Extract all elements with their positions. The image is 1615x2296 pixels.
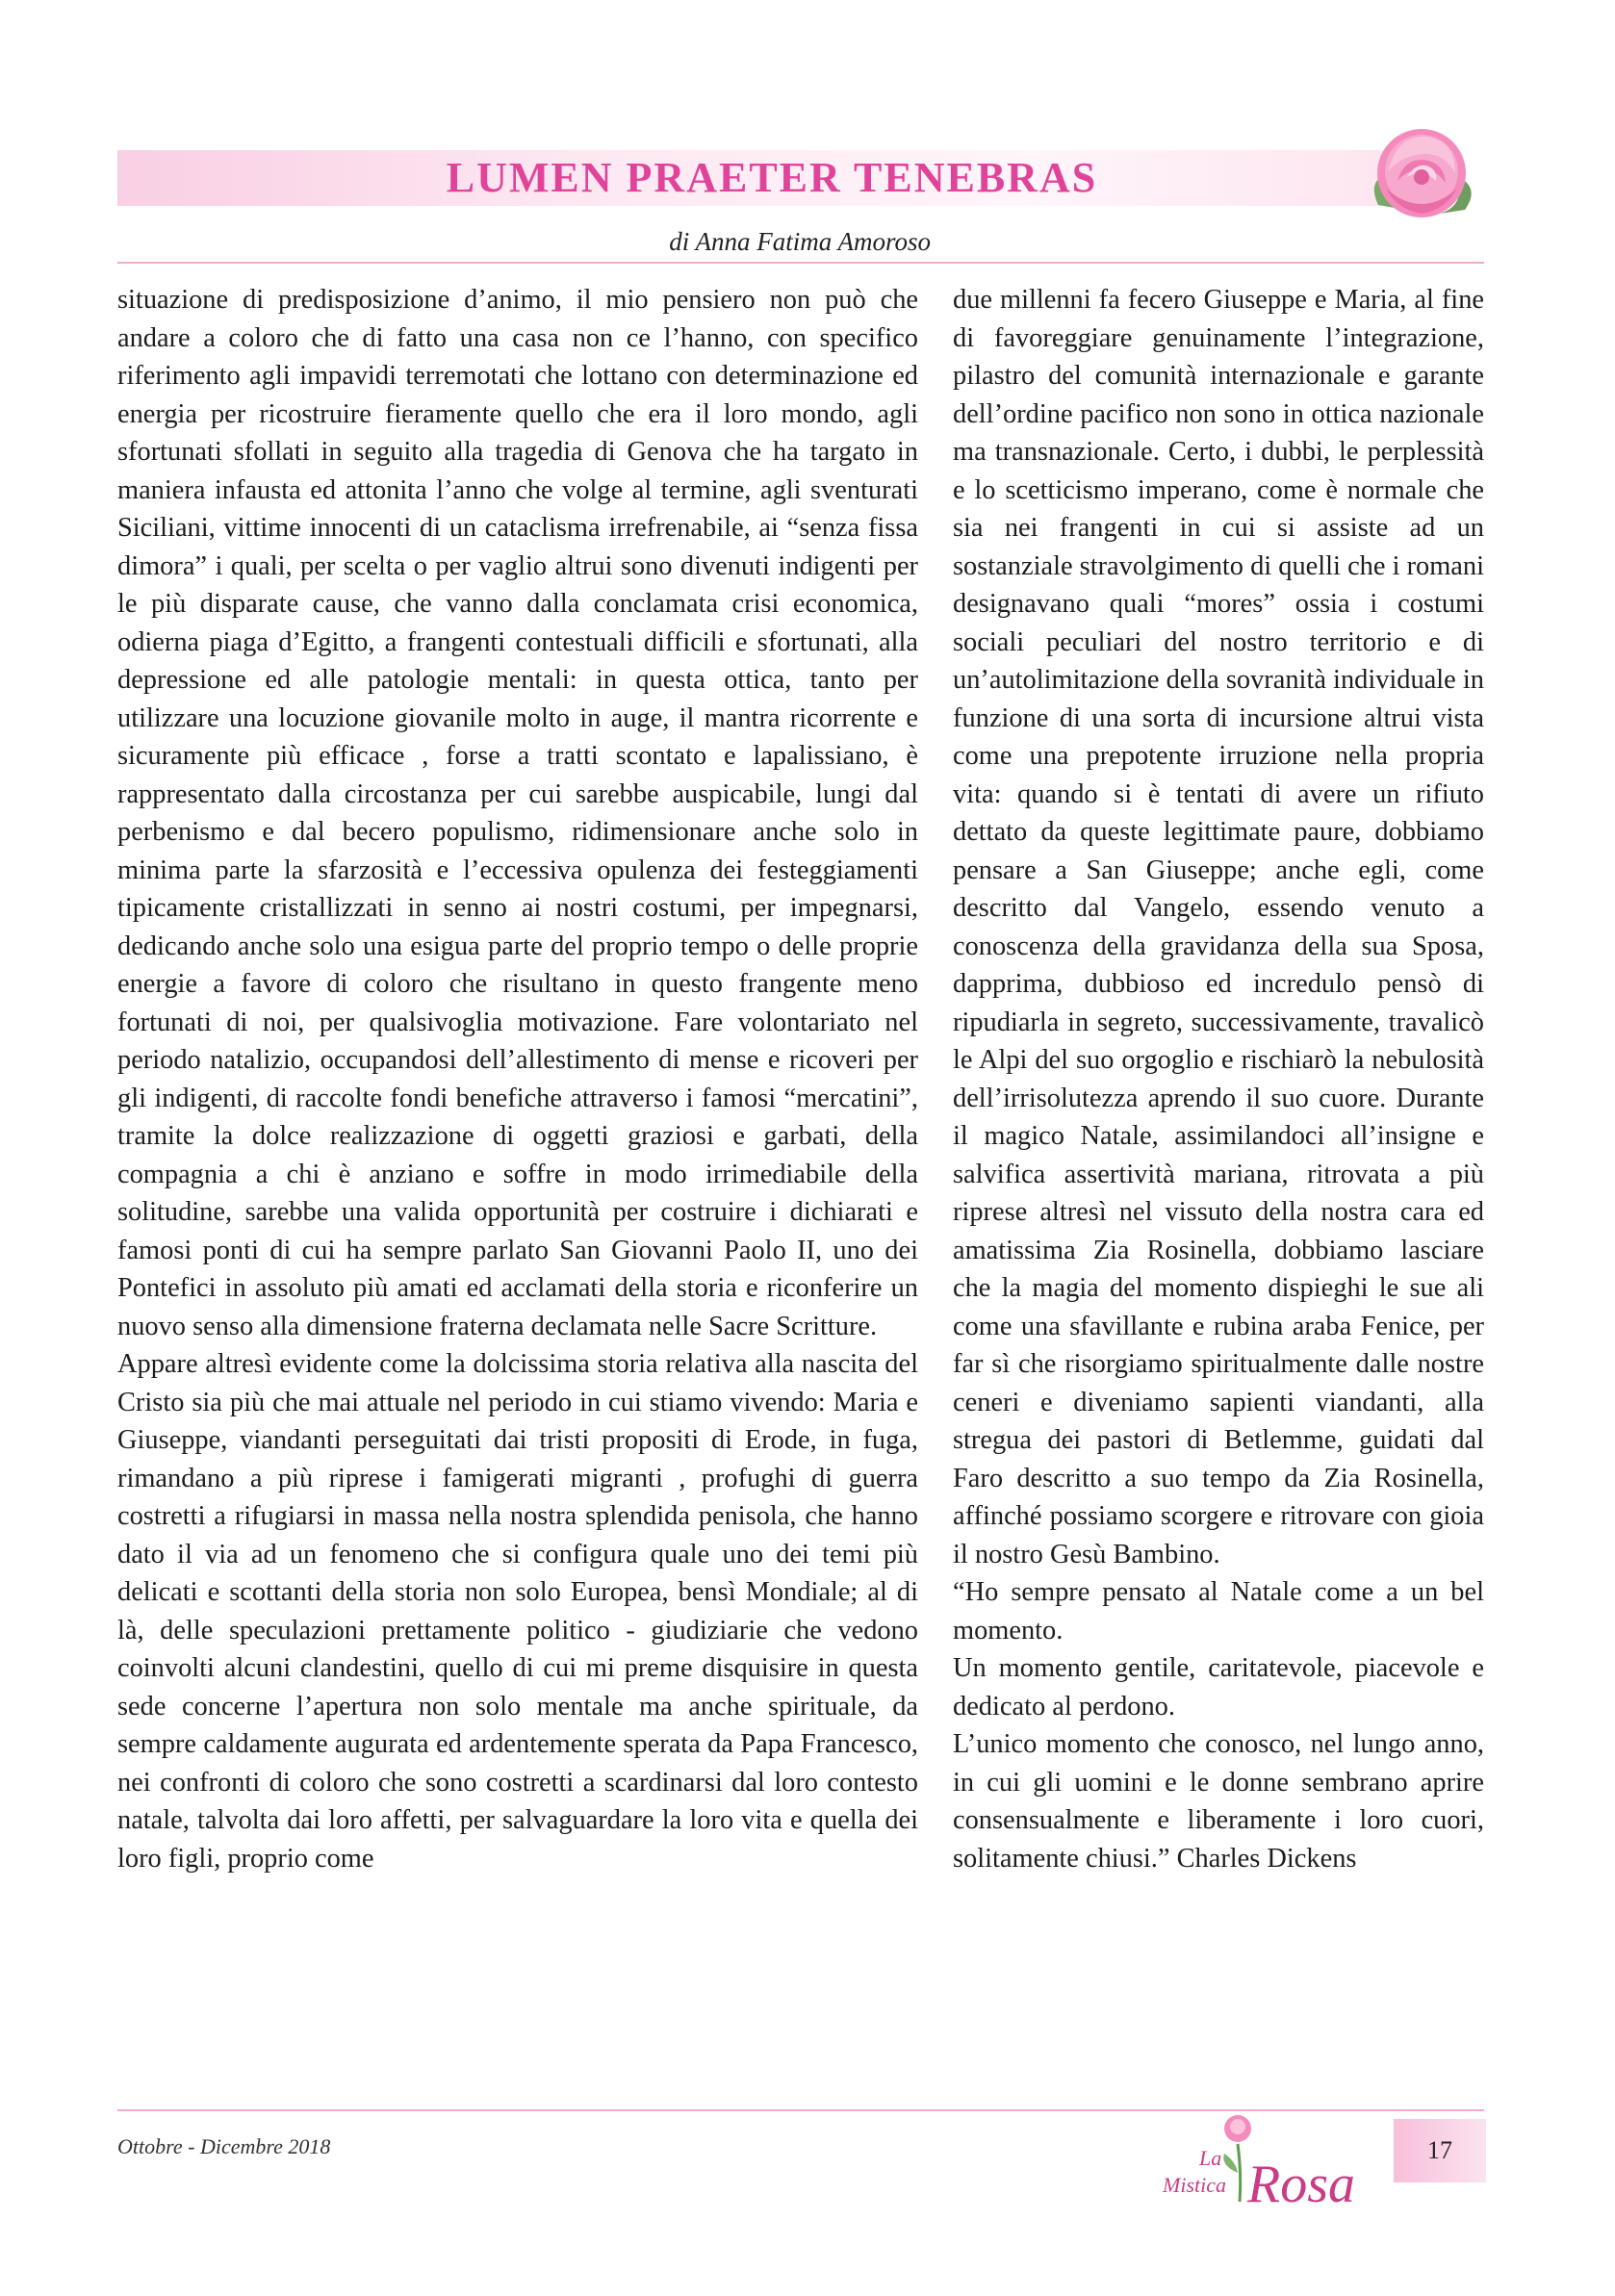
magazine-logo bbox=[1124, 2105, 1394, 2211]
article-author: di Anna Fatima Amoroso bbox=[669, 227, 931, 256]
quote-paragraph: “Ho sempre pensato al Natale come a un bel momento. bbox=[953, 1577, 1484, 1645]
logo-text-rosa: Rosa bbox=[1247, 2155, 1355, 2211]
quote-paragraph: L’unico momento che conosco, nel lungo anno, in cui gli uomini e le donne sembrano aprire consensualmente e liberamente i loro cuori, solitamente chiusi.” Charles Dickens bbox=[953, 1729, 1484, 1874]
logo-text-la: La bbox=[1199, 2146, 1222, 2170]
paragraph: situazione di predisposizione d’animo, il mio pensiero non può che andare a coloro che di fatto una casa non ce l’hanno, con specifico riferimento agli impavidi terremotati che lottano con determinazione ed energia per ricostruire fieramente quello che era il loro mondo, agli sfortunati sfollati in seguito alla tragedia di Genova che ha targato in maniera infausta ed attonita l’anno che volge al termine, agli sventurati Siciliani, vittime innocenti di un cataclisma irrefrenabile, ai “senza fissa dimora” i quali, per scelta o per vaglio altrui sono divenuti indigenti per le più disparate cause, che vanno dalla conclamata crisi economica, odierna piaga d’Egitto, a frangenti contestuali difficili e sfortunati, alla depressione ed alle patologie mentali: in questa ottica, tanto per utilizzare una locuzione giovanile molto in auge, il mantra ricorrente e sicuramente più efficace , forse a tratti scontato e lapalissiano, è rappresentato dalla circostanza per cui sarebbe auspicabile, lungi dal perbenismo e dal becero populismo, ridimensionare anche solo in minima parte la sfarzosità e l’eccessiva opulenza dei festeggiamenti tipicamente cristallizzati in senno ai nostri costumi, per impegnarsi, dedicando anche solo una esigua parte del proprio tempo o delle proprie energie a favore di coloro che risultano in questo frangente meno fortunati di noi, per qualsivoglia motivazione. Fare volontariato nel periodo natalizio, occupandosi dell’allestimento di mense e ricoveri per gli indigenti, di raccolte fondi benefiche attraverso i famosi “mercatini”, tramite la dolce realizzazione di oggetti graziosi e garbati, della compagnia a chi è anziano e soffre in modo irrimediabile della solitudine, sarebbe una valida opportunità per costruire i dichiarati e famosi ponti di cui ha sempre parlato San Giovanni Paolo II, uno dei Pontefici in assoluto più amati ed acclamati della storia e riconferire un nuovo senso alla dimensione fraterna declamata nelle Sacre Scritture. bbox=[117, 285, 918, 1341]
header-divider bbox=[117, 262, 1484, 264]
rose-icon bbox=[1359, 114, 1484, 239]
paragraph: Appare altresì evidente come la dolcissima storia relativa alla nascita del Cristo sia più che mai attuale nel periodo in cui stiamo vivendo: Maria e Giuseppe, viandanti perseguitati dai tristi propositi di Erode, in fuga, rimandano a più riprese i famigerati migranti , profughi di guerra costretti a rifugiarsi in massa nella nostra splendida penisola, che hanno dato il via ad un fenomeno che si configura quale uno dei temi più delicati e scottanti della storia non solo Europea, bensì Mondiale; al di là, delle speculazioni prettamente politico - giudiziarie che vedono coinvolti alcuni clandestini, quello di cui mi preme disquisire in questa sede concerne l’apertura non solo mentale ma anche spirituale, da sempre caldamente augurata ed ardentemente sperata da Papa Francesco, nei confronti di coloro che sono costretti a scardinarsi dal loro contesto natale, talvolta dai loro affetti, per salvaguardare la loro vita e quella dei loro figli, proprio come bbox=[117, 1349, 918, 1874]
issue-date: Ottobre - Dicembre 2018 bbox=[117, 2134, 331, 2158]
logo-text-mistica: Mistica bbox=[1163, 2173, 1226, 2197]
paragraph: due millenni fa fecero Giuseppe e Maria, al fine di favoreggiare genuinamente l’integrazione, pilastro del comunità internazionale e garante dell’ordine pacifico non sono in ottica nazionale ma transnazionale. Certo, i dubbi, le perplessità e lo scetticismo imperano, come è normale che sia nei frangenti in cui si assiste ad un sostanziale stravolgimento di quelli che i romani designavano quali “mores” ossia i costumi sociali peculiari del nostro territorio e di un’autolimitazione della sovranità individuale in funzione di una sorta di incursione altrui vista come una prepotente irruzione nella propria vita: quando si è tentati di avere un rifiuto dettato da queste legittimate paure, dobbiamo pensare a San Giuseppe; anche egli, come descritto dal Vangelo, essendo venuto a conoscenza della gravidanza della sua Sposa, dapprima, dubbioso ed incredulo pensò di ripudiarla in segreto, successivamente, travalicò le Alpi del suo orgoglio e rischiarò la nebulosità dell’irrisolutezza aprendo il suo cuore. Durante il magico Natale, assimilandoci all’insigne e salvifica assertività mariana, ritrovata a più riprese altresì nel vissuto della nostra cara ed amatissima Zia Rosinella, dobbiamo lasciare che la magia del momento dispieghi le sue ali come una sfavillante e rubina araba Fenice, per far sì che risorgiamo spiritualmente dalle nostre ceneri e diveniamo sapienti viandanti, alla stregua dei pastori di Betlemme, guidati dal Faro descritto a suo tempo da Zia Rosinella, affinché possiamo scorgere e ritrovare con gioia il nostro Gesù Bambino. bbox=[953, 285, 1484, 1569]
article-column-left bbox=[117, 281, 918, 1877]
article-title: LUMEN PRAETER TENEBRAS bbox=[446, 154, 1098, 201]
article-column-right bbox=[953, 281, 1484, 1877]
quote-paragraph: Un momento gentile, caritatevole, piacevole e dedicato al perdono. bbox=[953, 1653, 1484, 1722]
page-number: 17 bbox=[1427, 2136, 1452, 2164]
